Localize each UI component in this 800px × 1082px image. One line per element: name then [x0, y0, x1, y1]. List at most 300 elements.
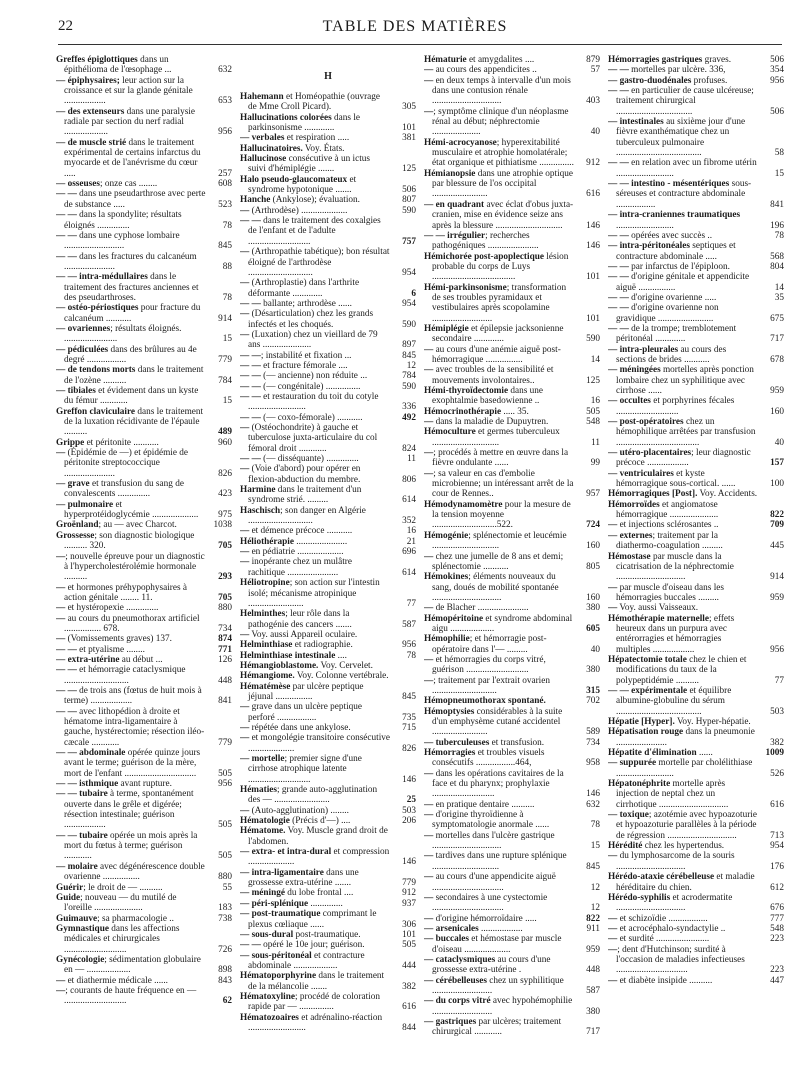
- entry-page-ref: 503: [402, 805, 416, 816]
- entry-term: — ovariennes: [56, 323, 111, 334]
- entry-term: —: [56, 975, 66, 986]
- entry-text: et hémostase par muscle d'oiseau ....................: [432, 934, 562, 955]
- entry-page-ref: 381: [402, 133, 416, 144]
- index-entry: [56, 386, 232, 407]
- entry-text: chez un syphilitique ..........................: [432, 975, 564, 996]
- entry-text: dans le traitement des fractures anciennes et des pseudarthroses.: [64, 272, 199, 303]
- entry-text: et Homéopathie (ouvrage de Mme Croll Picard).: [248, 92, 381, 113]
- entry-term: Hémorroïdes: [608, 499, 660, 510]
- entry-text: ; sédimentation globulaire en — ...................: [64, 954, 201, 976]
- entry-term: — — intra-médullaires: [56, 272, 148, 283]
- entry-text: (Voie d'abord) pour opérer en flexion-abduction du membre.: [248, 464, 361, 485]
- entry-page-ref: 25: [406, 795, 416, 806]
- index-entry: [608, 500, 784, 521]
- index-entry: [56, 345, 232, 366]
- entry-text: avant rupture.: [118, 779, 172, 790]
- entry-page-ref: 14: [590, 354, 600, 365]
- entry-page-ref: 897: [402, 340, 416, 351]
- entry-page-ref: 40: [590, 127, 600, 138]
- index-entry: [240, 578, 416, 609]
- index-entry: [608, 210, 784, 231]
- index-entry: [56, 614, 232, 635]
- entry-page-ref: 492: [402, 412, 416, 423]
- index-entry: [424, 324, 600, 345]
- index-entry: [240, 526, 416, 536]
- entry-term: Hématologie: [240, 816, 290, 827]
- entry-text: Voy. Accidents.: [697, 489, 758, 500]
- entry-text: (— ancienne) non réduite ...: [260, 371, 368, 382]
- entry-text: dans le traitement de l'ozène ..........: [64, 365, 204, 386]
- entry-page-ref: 548: [586, 417, 600, 428]
- entry-text: ..............: [308, 898, 343, 909]
- index-entry: [240, 671, 416, 681]
- page-title: TABLE DES MATIÈRES: [322, 18, 508, 35]
- entry-text: (Arthropathie tabétique); bon résultat éloigné de l'arthrodèse ............................: [248, 247, 390, 278]
- entry-term: Greffes épiglottiques: [56, 55, 138, 65]
- index-entry: [424, 169, 600, 200]
- entry-term: —: [424, 344, 434, 355]
- entry-text: leur action sur la croissance et sur la glande génitale ..................: [64, 75, 193, 107]
- entry-term: Hémi-thyroïdectomie: [424, 386, 509, 396]
- entry-page-ref: 959: [770, 386, 784, 396]
- index-entry: [56, 552, 232, 583]
- entry-term: Hématoporphyrine: [240, 971, 317, 982]
- entry-term: Helminthiase intestinale: [240, 650, 336, 661]
- entry-text: (— disséquante) ..............: [260, 454, 359, 465]
- index-entry: [608, 583, 784, 604]
- entry-text: d'origine thyroïdienne à symptomatologie anormale ......: [432, 810, 550, 831]
- entry-term: — pulmonaire: [56, 499, 114, 510]
- entry-term: — —: [240, 298, 261, 309]
- entry-page-ref: 315: [586, 685, 600, 696]
- entry-text: ; hyperexitabilité musculaire et atrophie homolatérale; état organique et pithiatisme ...............: [432, 137, 574, 169]
- index-entry: [608, 65, 784, 75]
- entry-term: — — irrégulier: [424, 230, 486, 241]
- entry-text: mortelles après ponction lombaire chez un syphilitique avec cirrhose ......: [616, 365, 754, 396]
- entry-page-ref: 957: [586, 489, 600, 500]
- entry-text: mortelles par ulcère. 336,: [628, 65, 726, 76]
- entry-page-ref: 702: [586, 696, 600, 707]
- entry-term: Helminthes: [240, 609, 286, 620]
- entry-term: — intra-péritonéales: [608, 241, 690, 252]
- entry-term: —: [240, 557, 250, 568]
- entry-page-ref: 726: [218, 944, 232, 955]
- entry-page-ref: 960: [218, 437, 232, 448]
- entry-term: — en quadrant: [424, 199, 485, 210]
- index-entry: [424, 469, 600, 500]
- index-entry: [608, 934, 784, 944]
- header-rule: [58, 44, 782, 45]
- entry-term: — buccales: [424, 934, 469, 945]
- entry-text: (Luxation) chez un vieillard de 79 ans .....................: [248, 329, 378, 351]
- entry-page-ref: 804: [770, 261, 784, 272]
- entry-term: —: [240, 205, 250, 216]
- entry-term: — —: [608, 292, 629, 303]
- entry-page-ref: 523: [218, 199, 232, 210]
- entry-text: ; nouvelle épreuve pour un diagnostic à l'hypercholestérolémie hormonale ..........: [64, 551, 205, 583]
- entry-text: et troubles visuels consécutifs .................464,: [432, 748, 545, 769]
- entry-page-ref: 505: [218, 820, 232, 831]
- entry-text: au cours d'une grossesse extra-utérine .: [432, 954, 551, 976]
- entry-term: — —: [240, 412, 261, 423]
- entry-term: —: [424, 810, 434, 821]
- entry-term: Hémoptysies: [424, 706, 475, 717]
- index-entry: [240, 816, 416, 826]
- index-entry: [424, 655, 600, 676]
- entry-term: Groënland: [56, 520, 99, 531]
- index-entry: [240, 682, 416, 703]
- entry-page-ref: 125: [586, 375, 600, 386]
- index-entry: [240, 547, 416, 557]
- entry-text: de Blacher ......................: [433, 603, 529, 614]
- index-entry: [240, 330, 416, 351]
- index-entry: [608, 231, 784, 241]
- entry-text: opérée un mois après la mort du fœtus à terme; guérison ............: [64, 830, 198, 862]
- entry-term: —: [240, 526, 250, 537]
- index-entry: [240, 216, 416, 247]
- index-entry: [608, 179, 784, 210]
- index-entry: [424, 500, 600, 531]
- entry-page-ref: 845: [402, 691, 416, 702]
- index-entry: [424, 417, 600, 427]
- entry-text: Voy. aussi Appareil oculaire.: [249, 629, 358, 640]
- entry-page-ref: 956: [402, 640, 416, 651]
- entry-text: Voy. aussi Vaisseaux.: [617, 603, 699, 614]
- entry-page-ref: 506: [402, 185, 416, 196]
- index-entry: [240, 1013, 416, 1034]
- index-entry: [56, 686, 232, 707]
- entry-page-ref: 608: [218, 179, 232, 190]
- entry-term: Hémichorée post-apoplectique: [424, 251, 544, 262]
- index-entry: [56, 583, 232, 604]
- entry-page-ref: 826: [402, 743, 416, 754]
- index-entry: [424, 283, 600, 324]
- entry-page-ref: 257: [218, 168, 232, 179]
- entry-term: Hérédité: [608, 841, 643, 852]
- entry-term: — cérébelleuses: [424, 975, 487, 986]
- entry-text: mortelle par cholélithiase .........................: [616, 758, 753, 779]
- index-entry: [608, 520, 784, 530]
- index-entry: [240, 651, 416, 661]
- entry-page-ref: 12: [406, 360, 416, 371]
- entry-term: — ostéo-périostiques: [56, 303, 139, 314]
- entry-text: de la trompe; tremblotement péritonéal .............: [616, 323, 737, 345]
- index-entry: [56, 924, 232, 955]
- entry-text: ; sa pharmacologie ..: [97, 913, 174, 924]
- entry-text: inopérante chez un mulâtre rachitique ......................: [248, 557, 352, 578]
- index-entry: [424, 769, 600, 800]
- entry-term: — intra-ligamentaire: [240, 867, 324, 878]
- index-entry: [240, 930, 416, 940]
- entry-text: ; grande auto-agglutination des — ........................: [248, 785, 378, 806]
- entry-page-ref: 223: [770, 934, 784, 945]
- index-entry: [608, 851, 784, 872]
- entry-text: Voy. États.: [302, 143, 345, 154]
- entry-page-ref: 126: [218, 654, 232, 665]
- entry-term: —: [240, 309, 250, 320]
- entry-page-ref: 937: [402, 898, 416, 909]
- index-entry: [240, 195, 416, 205]
- index-entry: [56, 779, 232, 789]
- entry-term: — molaire: [56, 861, 98, 872]
- index-entry: [240, 299, 416, 309]
- entry-page-ref: 423: [218, 489, 232, 500]
- entry-text: avec éclat d'obus juxta-cranien, mise en évidence seize ans après la blessure .............................: [432, 199, 574, 231]
- index-entry: [608, 303, 784, 324]
- index-entry: [56, 883, 232, 893]
- index-entry: [240, 454, 416, 464]
- entry-text: ; symptôme clinique d'un néoplasme rénal au début; néphrectomie .....................: [432, 106, 569, 138]
- entry-page-ref: 196: [770, 220, 784, 231]
- entry-text: du lymphosarcome de la souris ..............................: [616, 851, 735, 872]
- entry-term: — osseuses: [56, 179, 100, 190]
- entry-text: graves.: [702, 55, 732, 65]
- index-entry: [240, 423, 416, 454]
- index-entry: [608, 893, 784, 914]
- entry-term: — —: [608, 323, 629, 334]
- page-number: 22: [58, 18, 73, 34]
- entry-page-ref: 1038: [213, 520, 232, 531]
- index-entry: [608, 365, 784, 396]
- entry-page-ref: 590: [402, 319, 416, 330]
- index-entry: [424, 427, 600, 448]
- entry-term: — intra-pleurales: [608, 344, 679, 355]
- entry-term: Helminthiase: [240, 640, 293, 651]
- entry-page-ref: 1009: [765, 748, 784, 759]
- entry-page-ref: 12: [590, 903, 600, 914]
- entry-page-ref: 954: [770, 841, 784, 852]
- index-column-3: [424, 55, 600, 1075]
- entry-page-ref: 146: [586, 241, 600, 252]
- entry-page-ref: 306: [402, 919, 416, 930]
- entry-page-ref: 505: [218, 851, 232, 862]
- entry-text: de trois ans (fœtus de huit mois à terme) ..................: [64, 685, 202, 707]
- index-entry: [56, 55, 232, 76]
- entry-page-ref: 183: [218, 903, 232, 914]
- entry-text: dans le traitement des coxalgies de l'enfant et de l'adulte ...........................: [248, 216, 381, 247]
- entry-page-ref: 738: [218, 913, 232, 924]
- index-entry: [608, 552, 784, 583]
- entry-text: dans la maladie de Dupuytren.: [433, 417, 549, 428]
- entry-text: et évidement dans un kyste du fémur ............: [64, 386, 199, 407]
- index-entry: [56, 500, 232, 521]
- entry-page-ref: 616: [770, 799, 784, 810]
- entry-term: — — isthmique: [56, 779, 119, 790]
- entry-term: Hémangiome.: [240, 671, 295, 682]
- entry-page-ref: 506: [770, 106, 784, 117]
- entry-term: — —: [608, 272, 629, 283]
- index-entry: [608, 655, 784, 686]
- entry-term: —: [240, 629, 250, 640]
- entry-page-ref: 380: [586, 1006, 600, 1017]
- index-entry: [608, 158, 784, 179]
- entry-text: dans le traitement de la mélancolie .......: [248, 971, 385, 992]
- index-entry: [240, 133, 416, 143]
- entry-page-ref: 160: [770, 406, 784, 417]
- index-entry: [240, 309, 416, 330]
- index-entry: [240, 661, 416, 671]
- entry-text: grave dans un ulcère peptique perforé .................: [248, 702, 363, 723]
- entry-page-ref: 78: [222, 292, 232, 303]
- index-entry: [240, 826, 416, 847]
- index-entry: [608, 945, 784, 976]
- entry-term: — toxique: [608, 810, 649, 821]
- entry-text: avec hypohémophilie ..........................: [432, 996, 573, 1017]
- entry-term: Haschisch: [240, 505, 281, 516]
- entry-page-ref: 734: [218, 623, 232, 634]
- index-entry: [608, 469, 784, 490]
- index-entry: [240, 754, 416, 785]
- entry-page-ref: 779: [218, 354, 232, 365]
- index-entry: [608, 86, 784, 117]
- entry-page-ref: 223: [770, 965, 784, 976]
- index-entry: [608, 417, 784, 448]
- index-entry: [240, 951, 416, 972]
- entry-text: ......................: [293, 536, 348, 547]
- entry-text: Voy. Hyper-hépatie.: [674, 717, 751, 727]
- entry-term: —: [56, 582, 66, 593]
- index-entry: [424, 924, 600, 934]
- entry-text: et épilepsie jacksonienne secondaire .............: [432, 323, 564, 345]
- entry-term: Guimauve: [56, 913, 98, 924]
- entry-term: — extra-utérine: [56, 654, 120, 665]
- entry-text: post-traumatique.: [293, 929, 361, 940]
- entry-term: —: [424, 448, 434, 459]
- entry-text: par muscle dans la cicatrisation de la néphrectomie ..............................: [616, 551, 734, 583]
- entry-text: ballante; arthrodèse ......: [260, 298, 352, 309]
- entry-term: Hahemann: [240, 92, 284, 102]
- index-entry: [608, 345, 784, 366]
- entry-term: — ventriculaires: [608, 468, 674, 479]
- entry-text: au début ...: [119, 654, 163, 665]
- entry-term: —: [608, 975, 618, 986]
- entry-text: (Vomissements graves) 137.: [65, 634, 172, 645]
- entry-term: Harmine: [240, 485, 276, 496]
- index-entry: [56, 365, 232, 386]
- index-entry: [56, 976, 232, 986]
- entry-page-ref: 157: [770, 458, 784, 469]
- entry-text: en relation avec un fibrome utérin .........................: [616, 158, 757, 179]
- entry-term: — post-opératoires: [608, 417, 684, 428]
- index-entry: [424, 851, 600, 872]
- entry-text: et injections sclérosantes ..: [617, 520, 719, 531]
- entry-page-ref: 956: [770, 644, 784, 655]
- entry-term: Hallucinations colorées: [240, 112, 332, 123]
- entry-page-ref: 717: [770, 334, 784, 345]
- entry-page-ref: 489: [218, 427, 232, 438]
- entry-page-ref: 354: [770, 65, 784, 76]
- index-entry: [56, 210, 232, 231]
- entry-text: mortelle après injection de neptal chez un cirrhotique ..............................: [616, 779, 729, 810]
- index-entry: [424, 448, 600, 469]
- index-entry: [56, 272, 232, 303]
- index-entry: [56, 138, 232, 179]
- entry-page-ref: 914: [770, 572, 784, 583]
- entry-text: secondaires à une cystectomie ...............................: [432, 892, 548, 914]
- entry-text: et maladie héréditaire du chien.: [616, 872, 755, 893]
- index-entry: [608, 117, 784, 158]
- entry-text: ......: [696, 748, 713, 759]
- entry-page-ref: 590: [586, 334, 600, 345]
- entry-text: et hémorragie cataclysmique ............................: [64, 665, 186, 686]
- entry-page-ref: 382: [402, 981, 416, 992]
- entry-term: —: [56, 448, 66, 459]
- entry-text: considérables à la suite d'un emphysème cutané accidentel ........................: [432, 706, 563, 738]
- index-entry: [608, 76, 784, 86]
- entry-text: avec dégénérescence double ovarienne ................: [64, 861, 205, 883]
- index-entry: [424, 934, 600, 955]
- index-entry: [240, 92, 416, 113]
- entry-term: Hématurie: [424, 55, 467, 65]
- entry-page-ref: 914: [218, 313, 232, 324]
- entry-term: — —: [240, 216, 261, 227]
- entry-page-ref: 958: [586, 758, 600, 769]
- entry-page-ref: 845: [402, 350, 416, 361]
- entry-text: et compression ....................: [248, 847, 390, 868]
- entry-term: — —: [56, 685, 77, 696]
- entry-text: (Auto-agglutination) ........: [249, 805, 349, 816]
- index-entry: [424, 893, 600, 914]
- entry-page-ref: 822: [770, 510, 784, 521]
- entry-term: — —: [240, 350, 261, 361]
- entry-page-ref: 380: [586, 665, 600, 676]
- entry-page-ref: 616: [402, 1002, 416, 1013]
- entry-term: —: [424, 892, 434, 903]
- entry-text: ; dent d'Hutchinson; surdité à l'occasion de maladies infectieuses ...............................: [616, 944, 745, 976]
- index-entry: [240, 206, 416, 216]
- entry-term: — —: [240, 360, 261, 371]
- entry-text: d'origine hémorroïdaire .....: [433, 913, 537, 924]
- entry-term: — péri-splénique: [240, 898, 309, 909]
- index-entry: [240, 361, 416, 371]
- entry-text: ; leur rôle dans la pathogénie des cancers .......: [248, 609, 352, 630]
- entry-text: (— congénitale) ...............: [260, 381, 361, 392]
- index-entry: [424, 76, 600, 107]
- entry-text: ; azotémie avec hypoazoturie et hypoazoturie parallèles à la période de régression ..............................: [616, 810, 757, 841]
- entry-text: en pédiatrie ....................: [249, 547, 344, 558]
- entry-page-ref: 616: [586, 189, 600, 200]
- index-entry: [56, 634, 232, 644]
- entry-term: — —: [608, 65, 629, 76]
- entry-term: —: [424, 65, 434, 76]
- entry-term: —: [424, 768, 434, 779]
- entry-term: Halo pseudo-glaucomateux: [240, 174, 348, 185]
- entry-page-ref: 101: [586, 313, 600, 324]
- entry-term: — — tubaire: [56, 789, 108, 800]
- entry-page-ref: 822: [586, 913, 600, 924]
- entry-term: — — expérimentale: [608, 685, 688, 696]
- entry-text: dans la pneumonie ......................: [616, 727, 755, 748]
- index-entry: [56, 189, 232, 210]
- index-entry: [424, 955, 600, 976]
- entry-text: et hémorragies du corps vitré, guérison ...........................: [432, 654, 546, 676]
- entry-text: et germes tuberculeux .............................: [432, 427, 560, 448]
- index-entry: [608, 779, 784, 810]
- entry-page-ref: 125: [402, 164, 416, 175]
- entry-text: (Arthroplastie) dans l'arthrite déformante .............: [248, 278, 360, 299]
- index-entry: [424, 872, 600, 893]
- entry-term: Hémorragiques [Post].: [608, 489, 698, 500]
- entry-text: ..... 35.: [501, 406, 529, 417]
- entry-text: ; procédés à mettre en œuvre dans la fièvre ondulante ......: [432, 448, 569, 469]
- index-entry: [608, 686, 784, 717]
- entry-text: avec troubles de la sensibilité et mouvements involontaires..: [432, 365, 554, 386]
- index-entry: [424, 634, 600, 655]
- entry-text: ; courants de haute fréquence en — ...........................: [64, 985, 197, 1007]
- index-entry: [56, 831, 232, 862]
- entry-text: et adrénalino-réaction .........................: [248, 1012, 383, 1033]
- entry-page-ref: 880: [218, 872, 232, 883]
